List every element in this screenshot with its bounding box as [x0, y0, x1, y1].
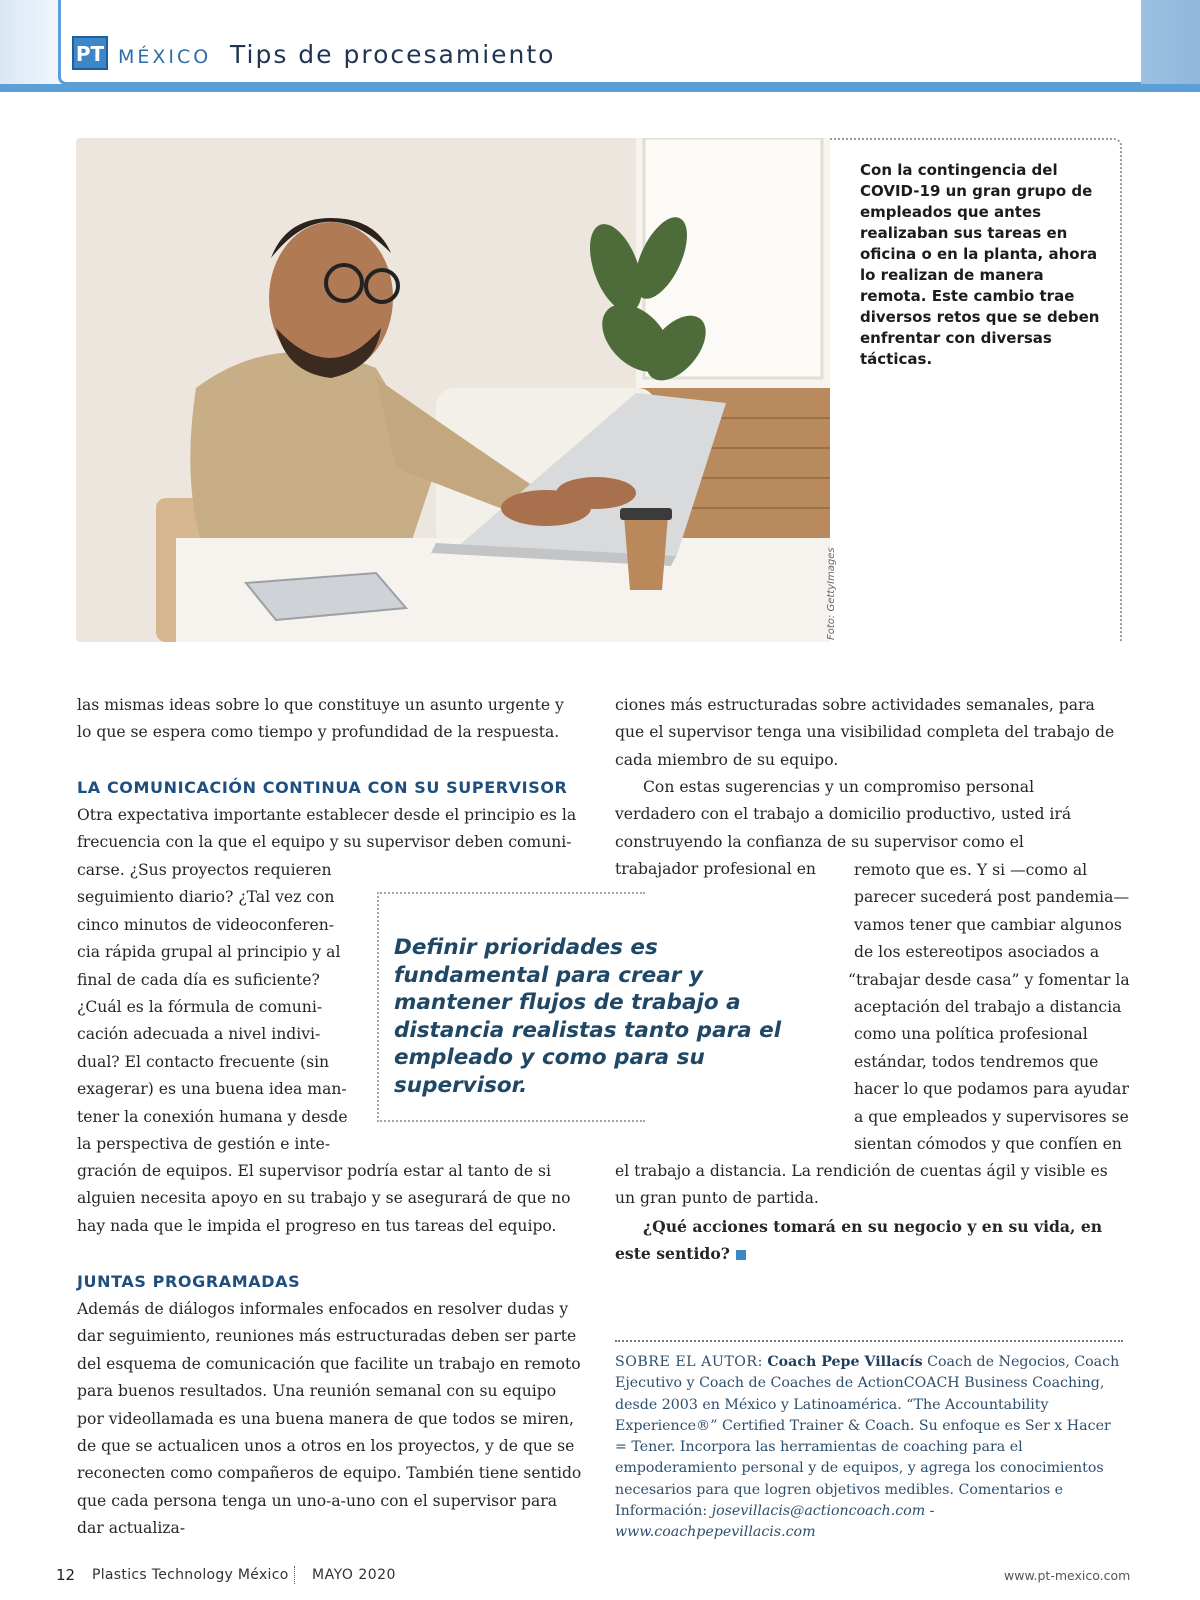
footer-separator	[294, 1566, 295, 1584]
bio-divider	[615, 1340, 1123, 1342]
wrap-line: la perspectiva de gestión e inte-	[77, 1135, 331, 1153]
wrap-line: cación adecuada a nivel indivi-	[77, 1025, 321, 1043]
wrap-line: aceptación del trabajo a distancia	[854, 998, 1122, 1016]
wrap-line: como una política profesional	[854, 1025, 1088, 1043]
section-title: Tips de procesamiento	[230, 40, 556, 69]
photo-caption: Con la contingencia del COVID-19 un gran grupo de empleados que antes realizaban sus tareas en oficina o en la planta, ahora lo realizan de manera remota. Este cambio trae diversos retos que se deben enfrentar con diversas tácticas.	[860, 161, 1100, 368]
author-bio	[615, 1352, 1125, 1544]
wrap-line: hacer lo que podamos para ayudar	[854, 1080, 1129, 1098]
author-name: Coach Pepe Villacís	[767, 1354, 923, 1370]
bio-label: SOBRE EL AUTOR:	[615, 1354, 763, 1370]
wrap-line: ¿Cuál es la fórmula de comuni-	[77, 998, 323, 1016]
photo-credit: Foto: GettyImages	[826, 547, 837, 640]
pull-quote: Definir prioridades es fundamental para crear y mantener flujos de trabajo a distancia realistas tanto para el empleado y como para su supervisor.	[394, 935, 782, 1098]
right-paragraph-2-bottom: el trabajo a distancia. La rendición de cuentas ágil y visible es un gran punto de partida.	[615, 1162, 1108, 1208]
right-paragraph-2-top: Con estas sugerencias y un compromiso personal verdadero con el trabajo a domicilio productivo, usted irá construyendo la confianza de su supervisor como el trabajador profesional en	[615, 778, 1072, 879]
left-paragraph-2: Además de diálogos informales enfocados en resolver dudas y dar seguimiento, reuniones más estructuradas deben ser parte del esquema de comunicación que facilite un trabajo en remoto para buenos resultados. Una reunión semanal con su equipo por videollamada es una buena manera de que todos se miren, de que se actualicen unos a otros en los proyectos, y de que se reconecten como compañeros de equipo. También tiene sentido que cada persona tenga un uno-a-uno con el supervisor para dar actualiza-	[77, 1300, 582, 1538]
left-paragraph-1-bottom: gración de equipos. El supervisor podría estar al tanto de si alguien necesita apoyo en su trabajo y se asegurará de que no hay nada que le impida el progreso en tus tareas del equipo.	[77, 1162, 571, 1235]
wrap-line: a que empleados y supervisores se	[854, 1108, 1129, 1126]
article-photo	[76, 138, 830, 642]
header-panel	[58, 0, 1141, 85]
website-link[interactable]: www.pt-mexico.com	[1004, 1568, 1131, 1583]
wrap-line: sientan cómodos y que confíen en	[854, 1135, 1122, 1153]
wrap-line: dual? El contacto frecuente (sin	[77, 1053, 330, 1071]
author-contact-link[interactable]: josevillacis@actioncoach.com - www.coachpepevillacis.com	[615, 1503, 935, 1541]
wrap-line: parecer sucederá post pandemia—	[854, 888, 1130, 906]
wrap-line: tener la conexión humana y desde	[77, 1108, 348, 1126]
wrap-line: vamos tener que cambiar algunos	[854, 916, 1122, 934]
left-intro-paragraph: las mismas ideas sobre lo que constituye un asunto urgente y lo que se espera como tiempo y profundidad de la respuesta.	[77, 696, 564, 742]
wrap-line: exagerar) es una buena idea man-	[77, 1080, 347, 1098]
wrap-line: de los estereotipos asociados a	[854, 943, 1100, 961]
wrap-line: “trabajar desde casa” y fomentar la	[848, 971, 1130, 989]
brand-region: MÉXICO	[118, 46, 212, 68]
wrap-line: cia rápida grupal al principio y al	[77, 943, 341, 961]
page-number: 12	[56, 1566, 76, 1584]
wrap-line: final de cada día es suficiente?	[77, 971, 320, 989]
wrap-line: estándar, todos tendremos que	[854, 1053, 1099, 1071]
closing-question: ¿Qué acciones tomará en su negocio y en su vida, en este sentido?	[615, 1217, 1103, 1264]
header-strip	[0, 84, 1200, 92]
right-paragraph-1: ciones más estructuradas sobre actividades semanales, para que el supervisor tenga una visibilidad completa del trabajo de cada miembro de su equipo.	[615, 696, 1115, 769]
wrap-line: cinco minutos de videoconferen-	[77, 916, 335, 934]
wrap-line: carse. ¿Sus proyectos requieren	[77, 861, 332, 879]
bio-text: Coach de Negocios, Coach Ejecutivo y Coach de Coaches de ActionCOACH Business Coaching, desde 2003 en México y Latinoamérica. “The Accountability Experience®” Certified Trainer & Coach. Su enfoque es Ser x Hacer = Tener. Incorpora las herramientas de coaching para el empoderamiento personal y de equipos, y agrega los conocimientos necesarios para que logren objetivos medibles. Comentarios e Información:	[615, 1354, 1120, 1520]
subhead-comunicacion: LA COMUNICACIÓN CONTINUA CON SU SUPERVISOR	[77, 778, 568, 797]
end-mark-icon	[736, 1250, 746, 1260]
publication-name: Plastics Technology México	[92, 1567, 289, 1583]
issue-date: MAYO 2020	[312, 1567, 396, 1583]
wrap-line: seguimiento diario? ¿Tal vez con	[77, 888, 335, 906]
left-paragraph-1-top: Otra expectativa importante establecer desde el principio es la frecuencia con la que el equipo y su supervisor deben comuni-	[77, 806, 577, 852]
subhead-juntas: JUNTAS PROGRAMADAS	[77, 1272, 301, 1291]
pt-logo: PT	[72, 36, 108, 70]
wrap-line: remoto que es. Y si —como al	[854, 861, 1088, 879]
